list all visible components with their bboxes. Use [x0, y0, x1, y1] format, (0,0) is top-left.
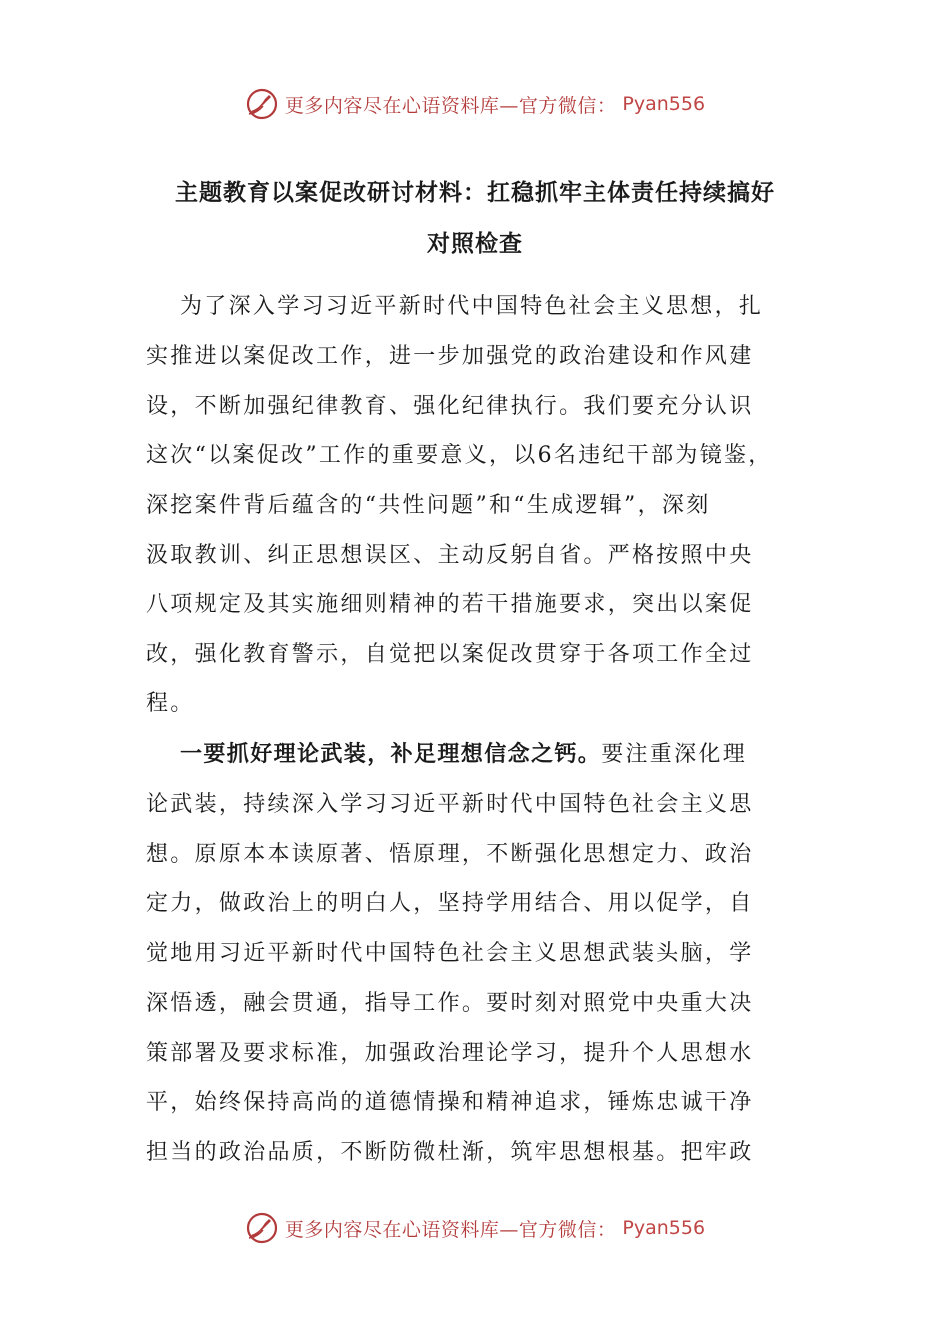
paragraph-2-line-6: 深悟透，融会贯通，指导工作。要时刻对照党中央重大决: [146, 991, 754, 1016]
paragraph-1-line-6: 汲取教训、纠正思想误区、主动反躬自省。严格按照中央: [146, 543, 754, 568]
pen-nib-logo-icon: [245, 1211, 279, 1245]
paragraph-1-line-8: 改，强化教育警示，自觉把以案促改贯穿于各项工作全过: [146, 642, 754, 667]
paragraph-2-line-7: 策部署及要求标准，加强政治理论学习，提升个人思想水: [146, 1041, 754, 1066]
paragraph-1-line-3: 设，不断加强纪律教育、强化纪律执行。我们要充分认识: [146, 394, 754, 419]
pen-nib-logo-icon: [245, 87, 279, 121]
paragraph-2-line-4: 定力，做政治上的明白人，坚持学用结合、用以促学，自: [146, 891, 754, 916]
paragraph-1-line-2: 实推进以案促改工作，进一步加强党的政治建设和作风建: [146, 344, 754, 369]
wechat-id: Pyan556: [622, 1217, 706, 1239]
paragraph-1-line-4: 这次“以案促改”工作的重要意义，以6名违纪干部为镜鉴，: [146, 443, 773, 468]
paragraph-2-line-9: 担当的政治品质，不断防微杜渐，筑牢思想根基。把牢政: [146, 1140, 754, 1165]
paragraph-2-lead: 一要抓好理论武装，补足理想信念之钙。: [180, 742, 602, 767]
paragraph-1-line-9: 程。: [146, 691, 195, 716]
paragraph-2-line-1: [180, 740, 747, 770]
document-title-line-1: 主题教育以案促改研讨材料：扛稳抓牢主体责任持续搞好: [175, 179, 775, 206]
paragraph-2-line-5: 觉地用习近平新时代中国特色社会主义思想武装头脑，学: [146, 941, 754, 966]
paragraph-1-line-5: 深挖案件背后蕴含的“共性问题”和“生成逻辑”，深刻: [146, 493, 711, 518]
paragraph-1-line-7: 八项规定及其实施细则精神的若干措施要求，突出以案促: [146, 592, 754, 617]
footer-banner: [0, 1208, 950, 1248]
paragraph-2-line-8: 平，始终保持高尚的道德情操和精神追求，锤炼忠诚干净: [146, 1090, 754, 1115]
paragraph-1-line-1: 为了深入学习习近平新时代中国特色社会主义思想，扎: [180, 294, 764, 319]
paragraph-2-line-2: 论武装，持续深入学习习近平新时代中国特色社会主义思: [146, 792, 754, 817]
document-title-line-2: 对照检查: [427, 230, 523, 257]
banner-text: 更多内容尽在心语资料库—官方微信：: [284, 94, 617, 117]
wechat-id: Pyan556: [622, 93, 706, 115]
banner-text: 更多内容尽在心语资料库—官方微信：: [284, 1218, 617, 1241]
paragraph-2-first-rest: 要注重深化理: [601, 742, 748, 767]
header-banner: [0, 84, 950, 124]
paragraph-2-line-3: 想。原原本本读原著、悟原理，不断强化思想定力、政治: [146, 842, 754, 867]
